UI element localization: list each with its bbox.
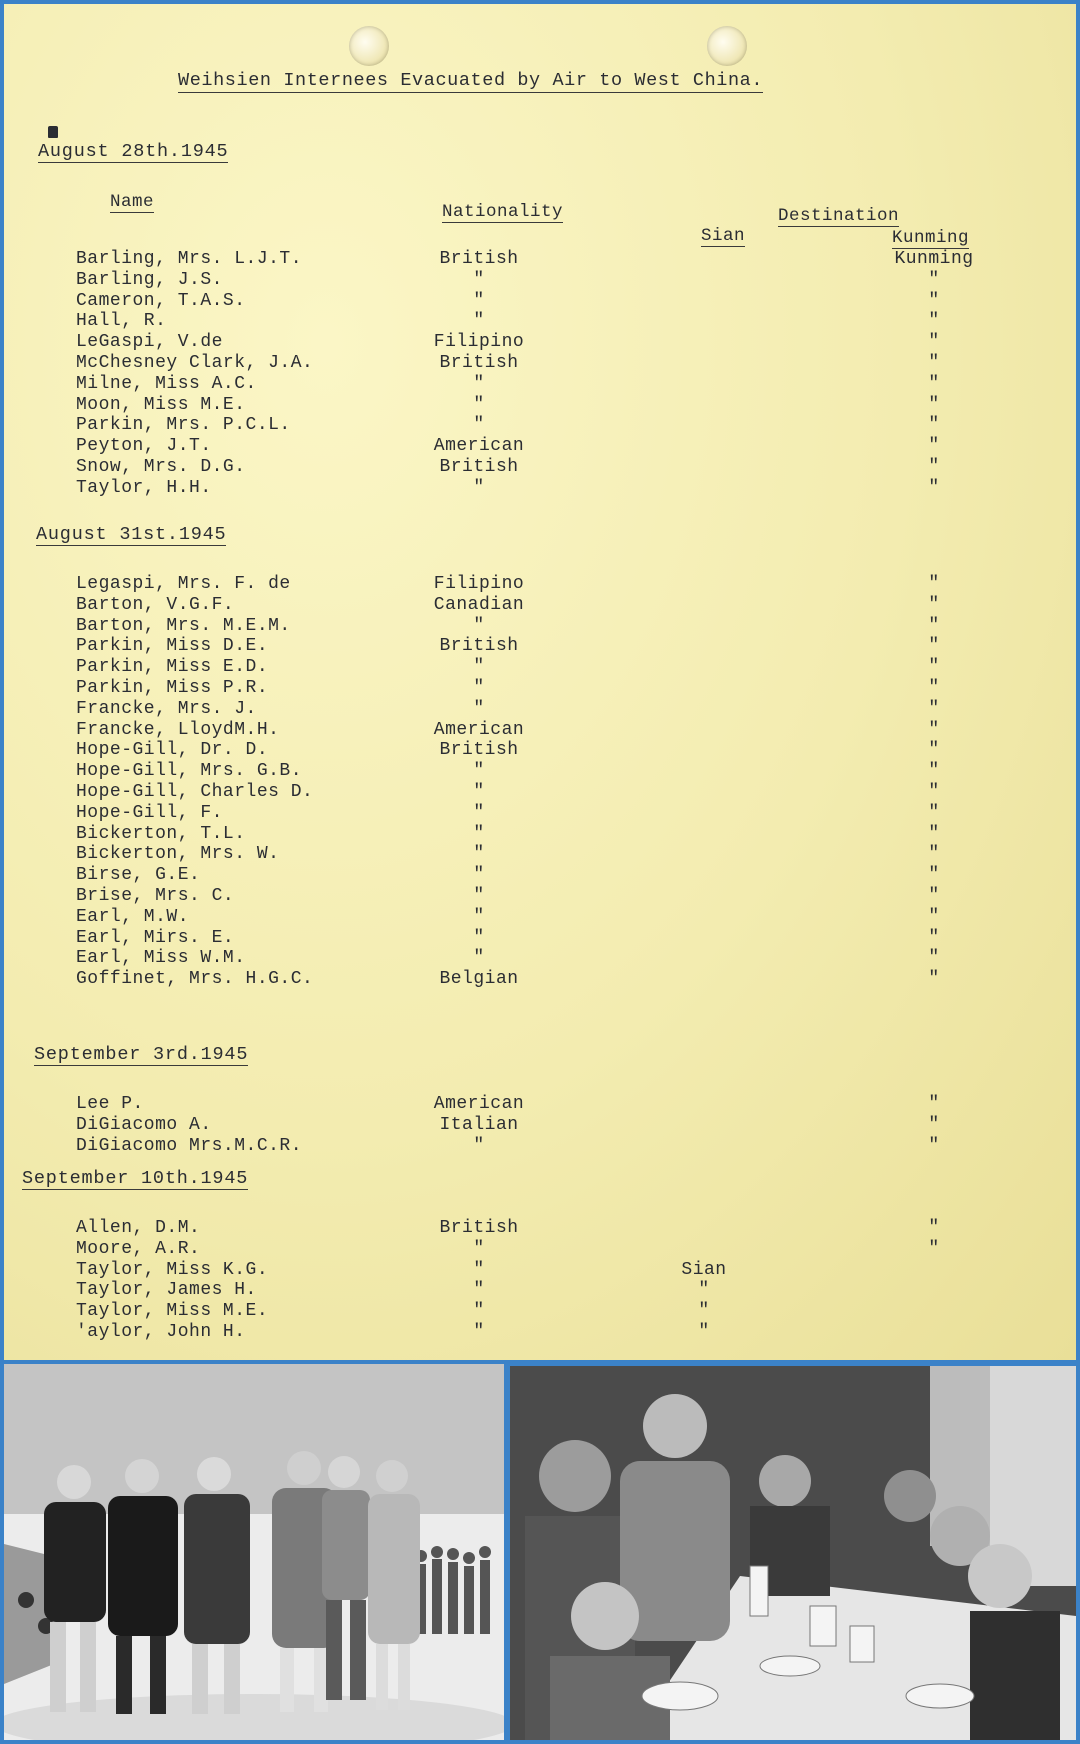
destination-kunming-cell: " <box>928 290 940 311</box>
section-date-heading: September 10th.1945 <box>22 1168 249 1189</box>
column-header-nationality: Nationality <box>442 202 564 222</box>
section-date-heading: August 31st.1945 <box>36 524 227 545</box>
destination-kunming-cell: " <box>928 394 940 415</box>
nationality-cell: Italian <box>439 1114 519 1135</box>
destination-sian-cell: " <box>698 1322 710 1342</box>
nationality-cell: " <box>473 311 485 332</box>
internee-row <box>4 1218 1076 1239</box>
internee-name: McChesney Clark, J.A. <box>76 353 314 373</box>
destination-kunming-cell: " <box>928 457 940 477</box>
internee-name: Earl, Miss W.M. <box>76 948 246 969</box>
nationality-cell: " <box>473 269 485 290</box>
destination-kunming-cell: " <box>928 886 940 906</box>
destination-kunming-cell: " <box>928 927 940 948</box>
document-title: Weihsien Internees Evacuated by Air to West China. <box>178 70 764 91</box>
nationality-cell: " <box>473 373 485 394</box>
internee-name: DiGiacomo A. <box>76 1114 212 1135</box>
internee-name: 'aylor, John H. <box>76 1322 246 1342</box>
internee-name: Hope-Gill, Mrs. G.B. <box>76 761 303 782</box>
internee-row <box>4 1301 1076 1322</box>
internee-name: Francke, Mrs. J. <box>76 698 257 719</box>
destination-kunming-cell: " <box>928 332 940 353</box>
section-date-heading: September 3rd.1945 <box>34 1044 249 1065</box>
internee-name: Birse, G.E. <box>76 865 201 886</box>
nationality-cell: " <box>473 1280 485 1301</box>
internee-name: Taylor, Miss K.G. <box>76 1259 269 1280</box>
internee-name: Earl, Mirs. E. <box>76 927 235 948</box>
internee-row <box>4 740 1076 761</box>
internee-row <box>4 636 1076 657</box>
destination-kunming-cell: " <box>928 948 940 969</box>
dinner-table-photo <box>510 1366 1076 1740</box>
internee-name: Parkin, Mrs. P.C.L. <box>76 415 291 436</box>
internee-row <box>4 249 1076 270</box>
destination-kunming-cell: " <box>928 636 940 657</box>
destination-kunming-cell: " <box>928 698 940 719</box>
internee-row <box>4 720 1076 741</box>
destination-kunming-cell: " <box>928 823 940 844</box>
nationality-cell: " <box>473 802 485 823</box>
destination-kunming-cell: " <box>928 678 940 698</box>
nationality-cell: " <box>473 290 485 311</box>
internee-name: Taylor, H.H. <box>76 477 212 498</box>
nationality-cell: " <box>473 823 485 844</box>
destination-kunming-cell: " <box>928 802 940 823</box>
internee-row <box>4 291 1076 312</box>
nationality-cell: American <box>433 719 525 740</box>
punch-hole <box>707 26 747 66</box>
internee-name: Hope-Gill, F. <box>76 802 223 823</box>
internee-row <box>4 1094 1076 1115</box>
internee-name: Moon, Miss M.E. <box>76 394 246 415</box>
internee-row <box>4 1136 1076 1157</box>
destination-kunming-cell: " <box>928 719 940 740</box>
nationality-cell: " <box>473 844 485 865</box>
internee-name: DiGiacomo Mrs.M.C.R. <box>76 1135 303 1156</box>
destination-kunming-cell: " <box>928 269 940 290</box>
internee-name: Hope-Gill, Dr. D. <box>76 740 269 761</box>
internee-row <box>4 1115 1076 1136</box>
nationality-cell: " <box>473 615 485 636</box>
ink-mark-icon <box>48 126 58 138</box>
internee-row <box>4 1260 1076 1281</box>
internee-name: Francke, LloydM.H. <box>76 719 280 740</box>
internee-name: Bickerton, T.L. <box>76 823 246 844</box>
nationality-cell: " <box>473 886 485 906</box>
destination-kunming-cell: " <box>928 1238 940 1259</box>
nationality-cell: British <box>439 636 519 657</box>
internee-row <box>4 761 1076 782</box>
destination-kunming-cell: " <box>928 615 940 636</box>
internee-name: Allen, D.M. <box>76 1218 201 1238</box>
internee-row <box>4 374 1076 395</box>
internee-name: Hope-Gill, Charles D. <box>76 782 314 802</box>
nationality-cell: American <box>433 436 525 457</box>
internee-name: Cameron, T.A.S. <box>76 290 246 311</box>
internee-name: LeGaspi, V.de <box>76 332 223 353</box>
nationality-cell: " <box>473 657 485 678</box>
internee-row <box>4 803 1076 824</box>
nationality-cell: " <box>473 761 485 782</box>
internee-name: Peyton, J.T. <box>76 436 212 457</box>
internee-name: Bickerton, Mrs. W. <box>76 844 280 865</box>
nationality-cell: British <box>439 1218 519 1238</box>
destination-kunming-cell: " <box>928 1135 940 1156</box>
nationality-cell: Filipino <box>433 332 525 353</box>
nationality-cell: " <box>473 698 485 719</box>
column-header-name: Name <box>110 192 155 212</box>
nationality-cell: Canadian <box>433 594 525 615</box>
internee-name: Lee P. <box>76 1094 144 1114</box>
internee-row <box>4 415 1076 436</box>
destination-sian-cell: " <box>698 1280 710 1301</box>
nationality-cell: British <box>439 740 519 761</box>
nationality-cell: " <box>473 1301 485 1322</box>
internee-name: Brise, Mrs. C. <box>76 886 235 906</box>
destination-kunming-cell: " <box>928 477 940 498</box>
punch-hole <box>349 26 389 66</box>
internee-name: Barling, J.S. <box>76 269 223 290</box>
nationality-cell: " <box>473 1135 485 1156</box>
destination-kunming-cell: " <box>928 311 940 332</box>
column-header-sian: Sian <box>701 226 746 246</box>
column-header-destination: Destination <box>778 206 900 226</box>
internee-name: Legaspi, Mrs. F. de <box>76 574 291 594</box>
nationality-cell: Belgian <box>439 969 519 990</box>
internee-name: Goffinet, Mrs. H.G.C. <box>76 969 314 990</box>
nationality-cell: " <box>473 678 485 698</box>
destination-kunming-cell: " <box>928 782 940 802</box>
destination-kunming-cell: Kunming <box>894 249 974 269</box>
destination-kunming-cell: " <box>928 373 940 394</box>
internee-row <box>4 595 1076 616</box>
nationality-cell: " <box>473 415 485 436</box>
nationality-cell: Filipino <box>433 574 525 594</box>
internee-row <box>4 574 1076 595</box>
internee-name: Taylor, James H. <box>76 1280 257 1301</box>
nationality-cell: British <box>439 353 519 373</box>
nationality-cell: " <box>473 394 485 415</box>
children-on-airfield-photo <box>4 1364 504 1740</box>
internee-row <box>4 436 1076 457</box>
internee-row <box>4 332 1076 353</box>
destination-kunming-cell: " <box>928 865 940 886</box>
internee-name: Barton, V.G.F. <box>76 594 235 615</box>
internee-row <box>4 657 1076 678</box>
internee-row <box>4 1280 1076 1301</box>
internee-row <box>4 699 1076 720</box>
destination-sian-cell: " <box>698 1301 710 1322</box>
internee-name: Taylor, Miss M.E. <box>76 1301 269 1322</box>
destination-kunming-cell: " <box>928 1094 940 1114</box>
internee-row <box>4 616 1076 637</box>
nationality-cell: " <box>473 927 485 948</box>
internee-name: Snow, Mrs. D.G. <box>76 457 246 477</box>
section-date-heading: August 28th.1945 <box>38 141 229 162</box>
internee-row <box>4 865 1076 886</box>
destination-kunming-cell: " <box>928 969 940 990</box>
internee-row <box>4 824 1076 845</box>
nationality-cell: " <box>473 782 485 802</box>
internee-row <box>4 678 1076 699</box>
internee-row <box>4 969 1076 990</box>
internee-name: Hall, R. <box>76 311 167 332</box>
internee-row <box>4 844 1076 865</box>
internee-row <box>4 353 1076 374</box>
destination-sian-cell: Sian <box>681 1259 727 1280</box>
nationality-cell: " <box>473 1259 485 1280</box>
internee-name: Barton, Mrs. M.E.M. <box>76 615 291 636</box>
typed-document <box>4 4 1076 1360</box>
nationality-cell: British <box>439 249 519 269</box>
nationality-cell: " <box>473 865 485 886</box>
destination-kunming-cell: " <box>928 436 940 457</box>
internee-name: Moore, A.R. <box>76 1238 201 1259</box>
internee-row <box>4 1239 1076 1260</box>
destination-kunming-cell: " <box>928 740 940 761</box>
column-header-kunming: Kunming <box>892 228 970 248</box>
internee-row <box>4 457 1076 478</box>
internee-row <box>4 928 1076 949</box>
nationality-cell: American <box>433 1094 525 1114</box>
internee-row <box>4 907 1076 928</box>
nationality-cell: British <box>439 457 519 477</box>
nationality-cell: " <box>473 1322 485 1342</box>
nationality-cell: " <box>473 1238 485 1259</box>
destination-kunming-cell: " <box>928 415 940 436</box>
internee-name: Parkin, Miss D.E. <box>76 636 269 657</box>
internee-row <box>4 1322 1076 1343</box>
destination-kunming-cell: " <box>928 657 940 678</box>
destination-kunming-cell: " <box>928 1114 940 1135</box>
internee-row <box>4 782 1076 803</box>
internee-name: Parkin, Miss P.R. <box>76 678 269 698</box>
nationality-cell: " <box>473 948 485 969</box>
destination-kunming-cell: " <box>928 906 940 927</box>
internee-row <box>4 395 1076 416</box>
internee-name: Earl, M.W. <box>76 906 190 927</box>
destination-kunming-cell: " <box>928 761 940 782</box>
nationality-cell: " <box>473 477 485 498</box>
nationality-cell: " <box>473 906 485 927</box>
destination-kunming-cell: " <box>928 1218 940 1238</box>
internee-name: Milne, Miss A.C. <box>76 373 257 394</box>
internee-row <box>4 311 1076 332</box>
destination-kunming-cell: " <box>928 353 940 373</box>
internee-name: Parkin, Miss E.D. <box>76 657 269 678</box>
internee-row <box>4 270 1076 291</box>
internee-row <box>4 948 1076 969</box>
internee-name: Barling, Mrs. L.J.T. <box>76 249 303 269</box>
destination-kunming-cell: " <box>928 574 940 594</box>
destination-kunming-cell: " <box>928 844 940 865</box>
internee-row <box>4 886 1076 907</box>
internee-row <box>4 478 1076 499</box>
destination-kunming-cell: " <box>928 594 940 615</box>
